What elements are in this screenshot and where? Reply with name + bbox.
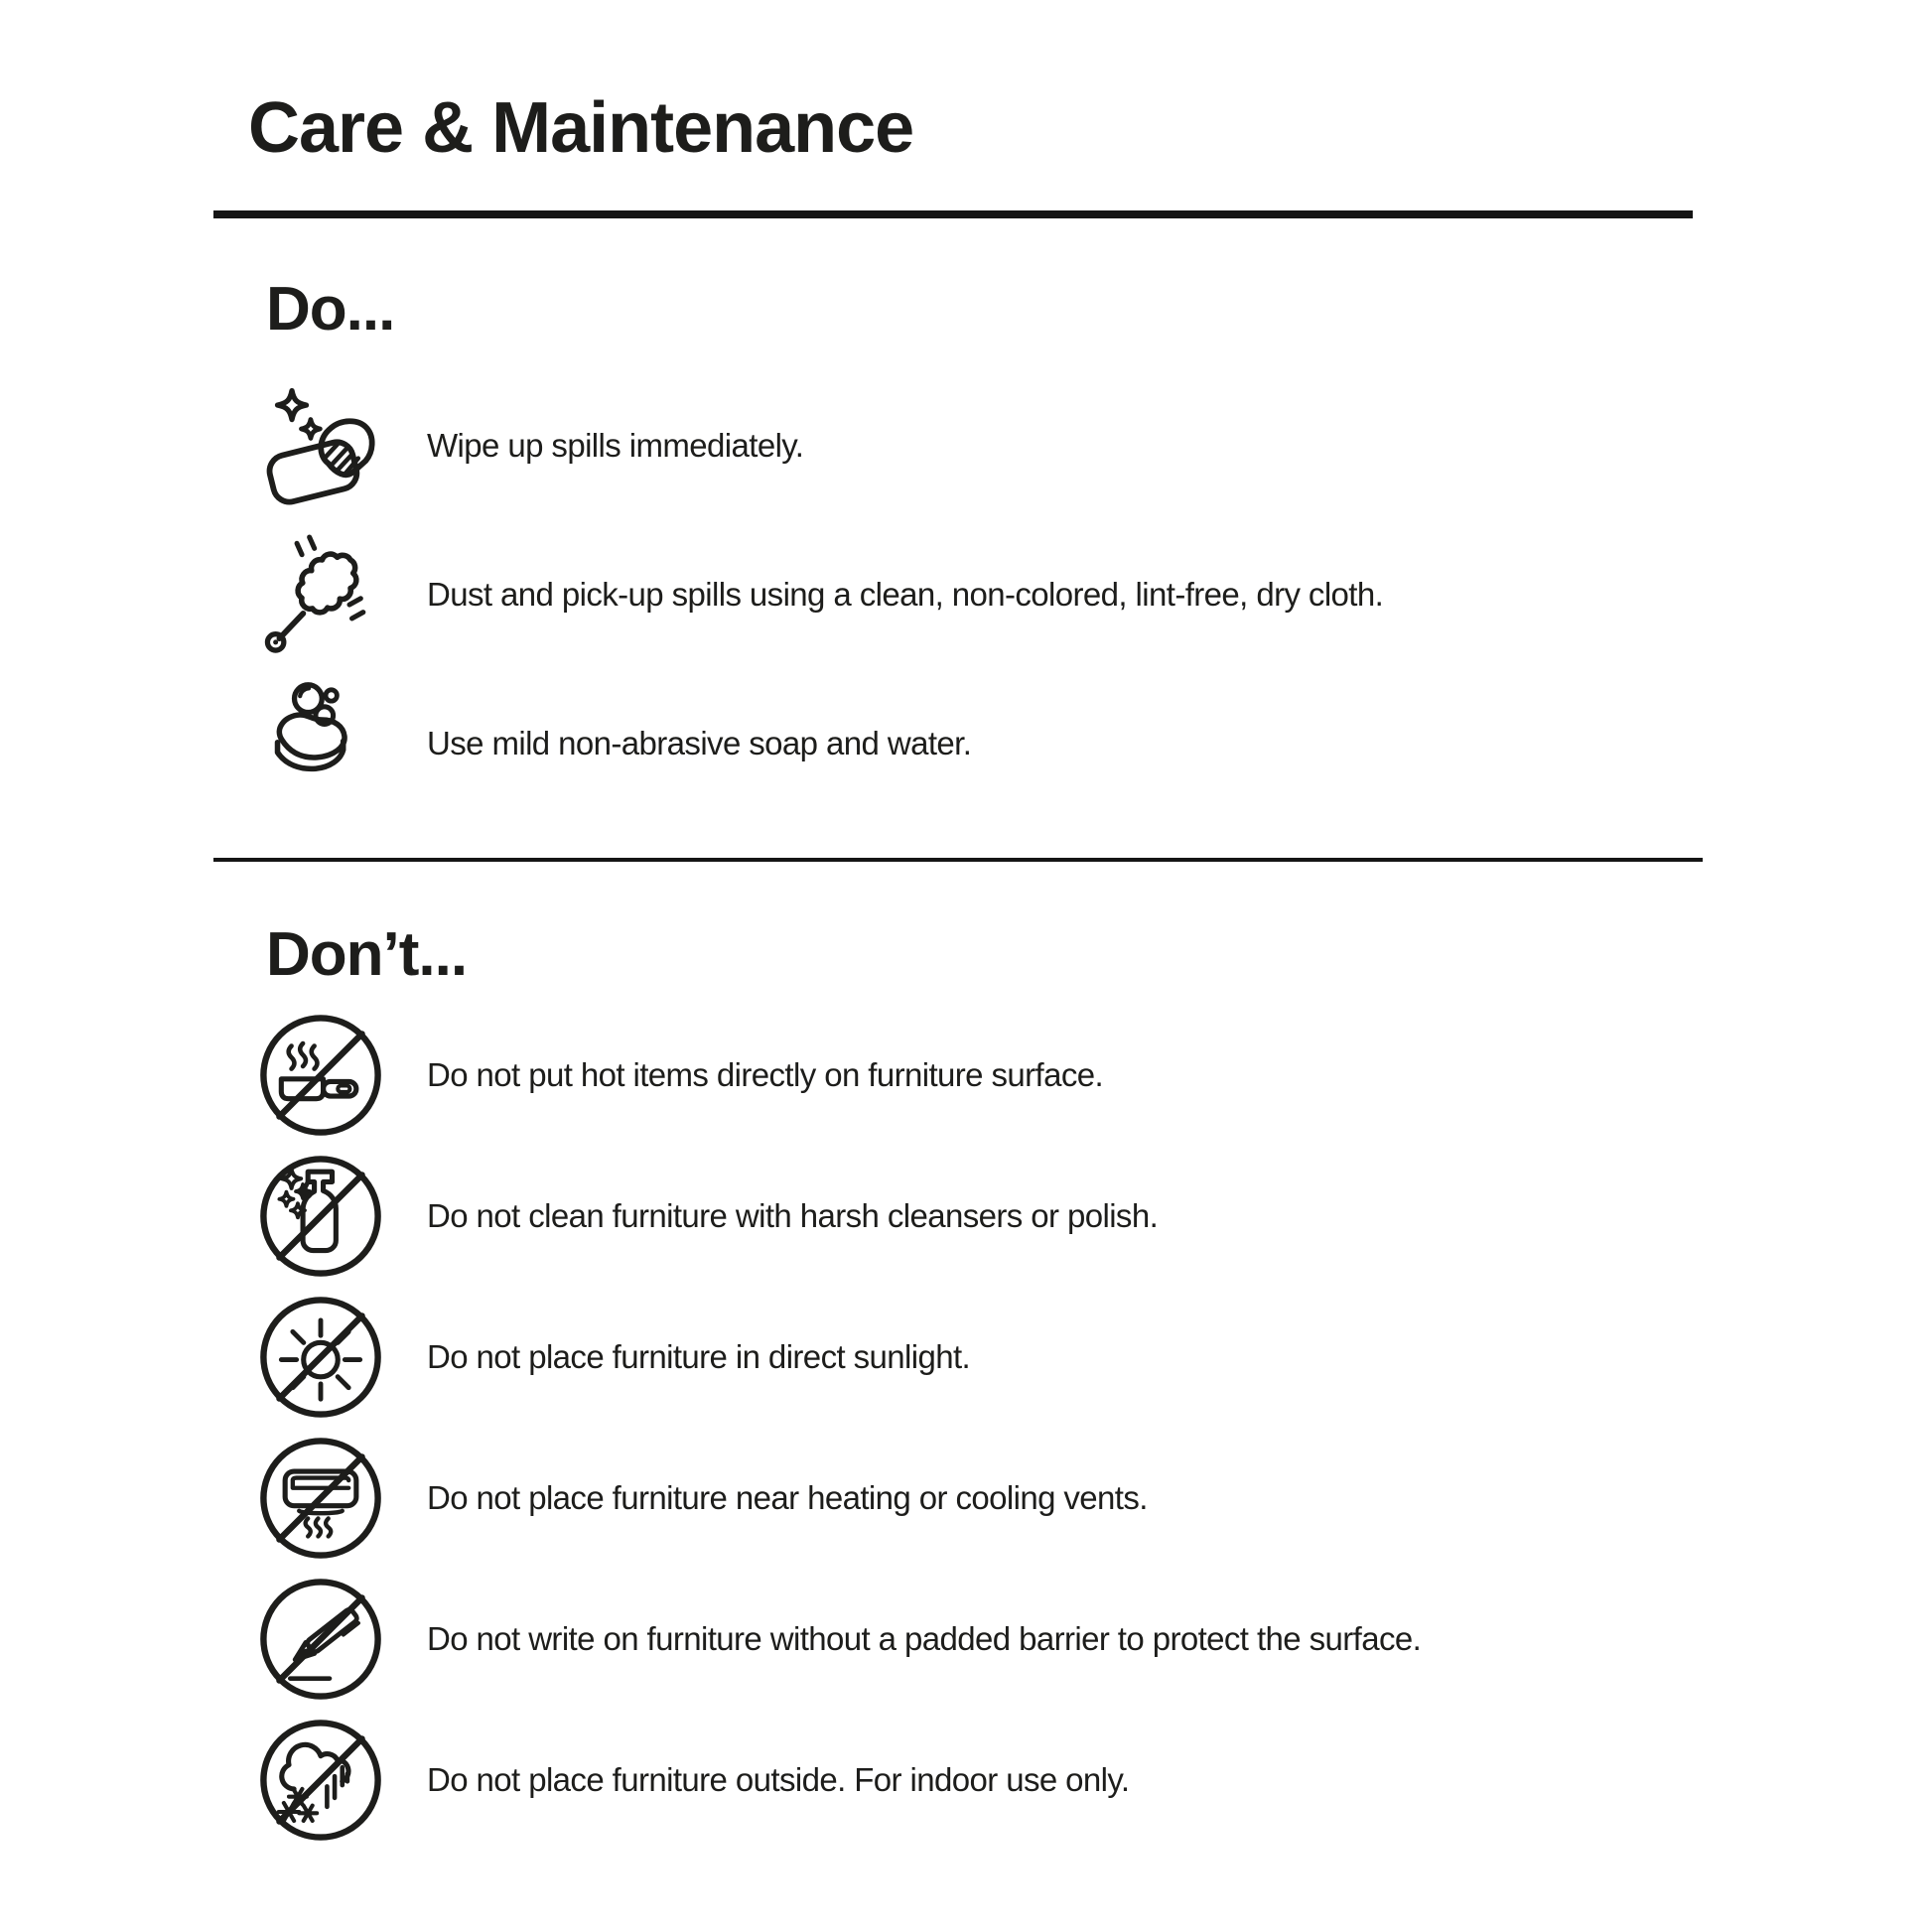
list-item [213,669,1822,818]
list-item [213,520,1822,669]
do-item-text: Dust and pick-up spills using a clean, non-colored, lint-free, dry cloth. [427,576,1384,613]
list-item [213,1569,1822,1710]
dont-section-list [213,1005,1822,1851]
list-item [213,371,1822,520]
dont-item-text: Do not put hot items directly on furniture surface. [427,1056,1104,1093]
do-section-heading: Do... [266,275,395,344]
dont-item-text: Do not write on furniture without a padded barrier to protect the surface. [427,1620,1422,1657]
do-section-list [213,371,1822,818]
list-item [213,1005,1822,1146]
do-item-text: Wipe up spills immediately. [427,427,804,464]
no-outdoor-weather-icon [213,1717,427,1844]
dont-item-text: Do not place furniture in direct sunlight. [427,1338,971,1375]
no-spray-cleanser-icon [213,1153,427,1280]
no-writing-pen-icon [213,1576,427,1703]
no-hot-pan-icon [213,1012,427,1139]
dont-section-heading: Don’t... [266,920,468,989]
list-item [213,1428,1822,1569]
list-item [213,1287,1822,1428]
dont-item-text: Do not place furniture near heating or cooling vents. [427,1479,1148,1516]
no-direct-sunlight-icon [213,1294,427,1421]
dont-item-text: Do not place furniture outside. For indoor use only. [427,1761,1130,1798]
title-divider [213,210,1693,218]
list-item [213,1146,1822,1287]
section-divider [213,858,1703,862]
do-item-text: Use mild non-abrasive soap and water. [427,725,972,761]
soap-bar-bubbles-icon [213,681,427,806]
dont-item-text: Do not clean furniture with harsh cleansers or polish. [427,1197,1159,1234]
no-heating-cooling-vent-icon [213,1435,427,1562]
list-item [213,1710,1822,1851]
page-title: Care & Maintenance [248,88,914,168]
wipe-hand-sparkle-icon [213,383,427,508]
feather-duster-icon [213,532,427,657]
